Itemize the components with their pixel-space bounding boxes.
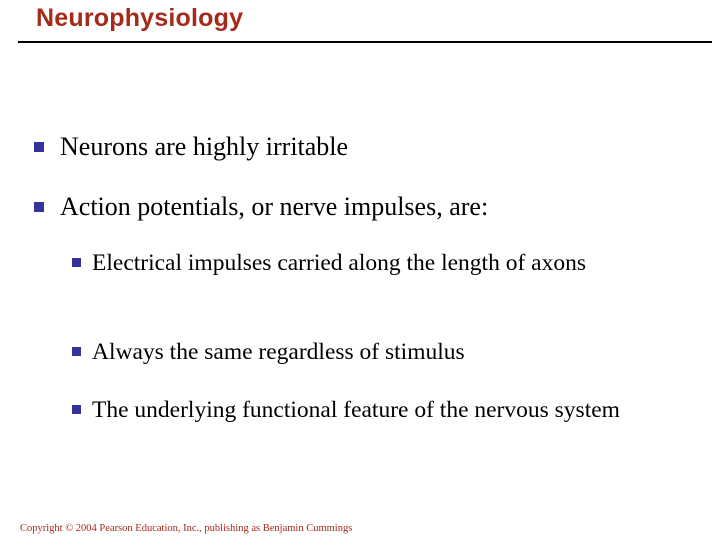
sub-bullet-text: Electrical impulses carried along the length of axons <box>92 250 586 276</box>
sub-bullet-item <box>92 249 682 278</box>
slide-title: Neurophysiology <box>36 4 244 32</box>
sub-bullet-item <box>92 396 682 425</box>
square-bullet-icon <box>72 405 81 414</box>
bullet-text: Neurons are highly irritable <box>60 132 349 161</box>
sub-bullet-text: Always the same regardless of stimulus <box>92 339 465 365</box>
bullet-item <box>60 132 700 162</box>
square-bullet-icon <box>34 142 44 152</box>
sub-bullet-item <box>92 338 682 367</box>
square-bullet-icon <box>72 258 81 267</box>
sub-bullet-text: The underlying functional feature of the nervous system <box>92 397 620 423</box>
bullet-item <box>60 192 700 222</box>
square-bullet-icon <box>72 347 81 356</box>
title-divider <box>18 41 712 43</box>
bullet-text: Action potentials, or nerve impulses, are: <box>60 192 489 221</box>
copyright-footer: Copyright © 2004 Pearson Education, Inc., publishing as Benjamin Cummings <box>20 523 353 534</box>
square-bullet-icon <box>34 202 44 212</box>
